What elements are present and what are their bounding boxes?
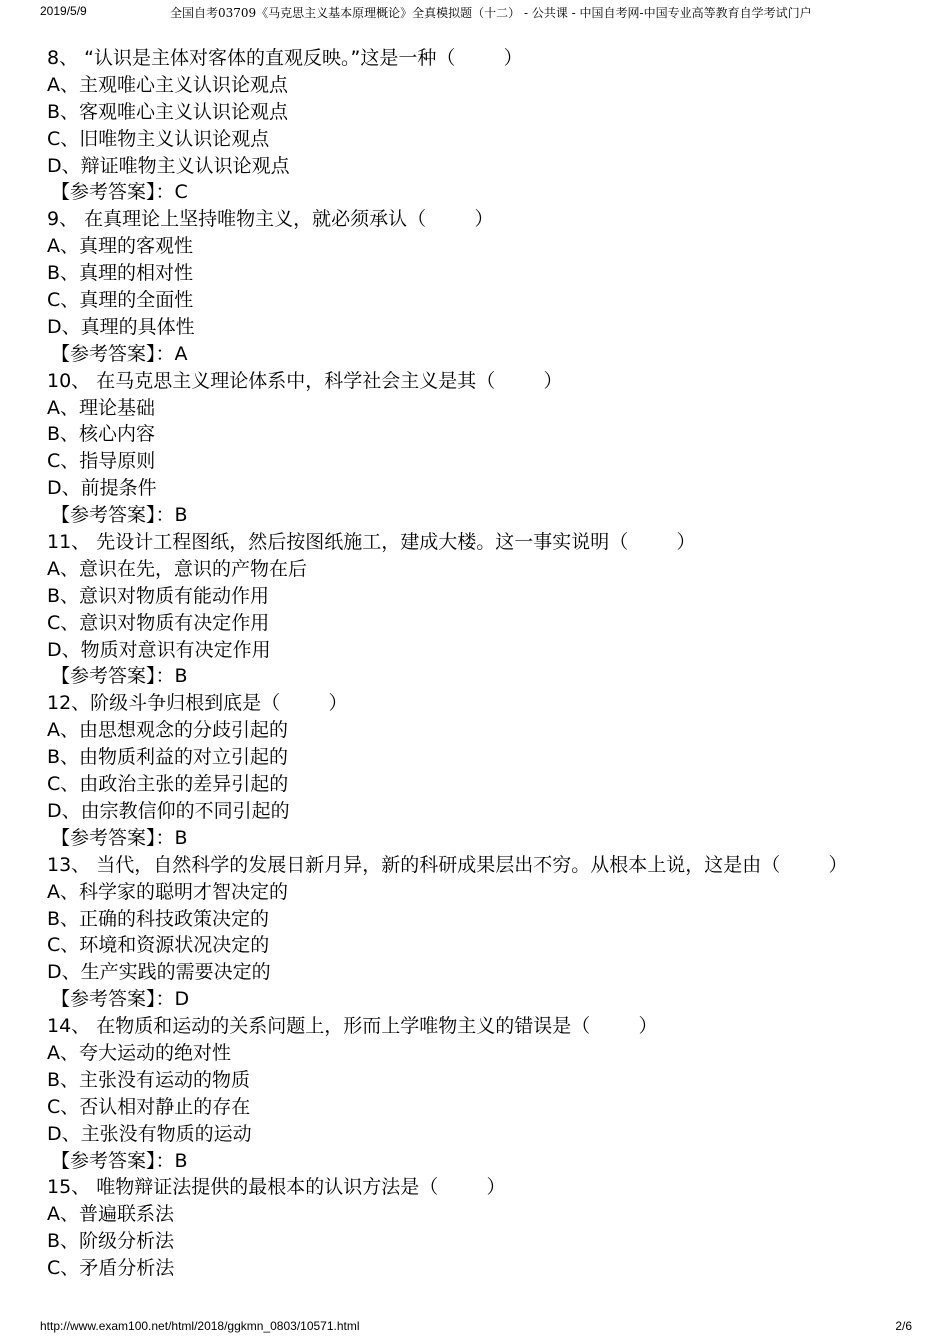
question-stem: 9、 在真理论上坚持唯物主义，就必须承认（ ） — [47, 208, 494, 231]
option-d: D、主张没有物质的运动 — [47, 1122, 252, 1145]
option-d: D、前提条件 — [47, 477, 157, 500]
option-a: A、科学家的聪明才智决定的 — [47, 880, 288, 903]
option-b: B、正确的科技政策决定的 — [47, 907, 270, 930]
option-b: B、客观唯心主义认识论观点 — [47, 100, 289, 123]
option-a: A、夸大运动的绝对性 — [47, 1041, 231, 1064]
option-a: A、意识在先，意识的产物在后 — [47, 557, 307, 580]
option-a: A、主观唯心主义认识论观点 — [47, 73, 288, 96]
option-d: D、辩证唯物主义认识论观点 — [47, 154, 290, 177]
reference-answer: 【参考答案】：C — [51, 181, 188, 204]
question-stem: 11、 先设计工程图纸，然后按图纸施工，建成大楼。这一事实说明（ ） — [47, 531, 696, 554]
question-stem: 13、 当代，自然科学的发展日新月异，新的科研成果层出不穷。从根本上说，这是由（ ） — [47, 853, 848, 876]
option-c: C、意识对物质有决定作用 — [47, 611, 270, 634]
question-stem: 15、 唯物辩证法提供的最根本的认识方法是（ ） — [47, 1176, 506, 1199]
option-b: B、真理的相对性 — [47, 262, 194, 285]
question-stem: 8、 “认识是主体对客体的直观反映。”这是一种（ ） — [47, 47, 523, 69]
option-c: C、旧唯物主义认识论观点 — [47, 127, 270, 150]
option-d: D、由宗教信仰的不同引起的 — [47, 799, 290, 822]
question-stem: 12、阶级斗争归根到底是（ ） — [47, 692, 348, 715]
option-b: B、意识对物质有能动作用 — [47, 584, 270, 607]
option-c: C、否认相对静止的存在 — [47, 1095, 251, 1118]
option-a: A、普遍联系法 — [47, 1203, 174, 1226]
option-b: B、主张没有运动的物质 — [47, 1068, 251, 1091]
option-c: C、真理的全面性 — [47, 289, 194, 312]
reference-answer: 【参考答案】：D — [51, 988, 190, 1011]
option-d: D、生产实践的需要决定的 — [47, 961, 271, 984]
option-c: C、由政治主张的差异引起的 — [47, 773, 289, 796]
option-b: B、核心内容 — [47, 423, 156, 446]
reference-answer: 【参考答案】：B — [51, 826, 188, 849]
option-a: A、真理的客观性 — [47, 235, 193, 258]
question-stem: 10、 在马克思主义理论体系中，科学社会主义是其（ ） — [47, 369, 563, 392]
option-c: C、矛盾分析法 — [47, 1257, 175, 1280]
reference-answer: 【参考答案】：A — [51, 342, 188, 365]
option-b: B、阶级分析法 — [47, 1230, 175, 1253]
option-a: A、由思想观念的分歧引起的 — [47, 719, 288, 742]
reference-answer: 【参考答案】：B — [51, 504, 188, 527]
question-stem: 14、 在物质和运动的关系问题上，形而上学唯物主义的错误是（ ） — [47, 1015, 658, 1038]
question-list — [47, 45, 927, 1282]
option-d: D、物质对意识有决定作用 — [47, 638, 271, 661]
option-c: C、环境和资源状况决定的 — [47, 934, 270, 957]
page-number: 2/6 — [895, 1319, 912, 1333]
reference-answer: 【参考答案】：B — [51, 1149, 188, 1172]
option-b: B、由物质利益的对立引起的 — [47, 746, 289, 769]
page-url[interactable]: http://www.exam100.net/html/2018/ggkmn_0803/10571.html — [40, 1319, 360, 1333]
print-date: 2019/5/9 — [40, 4, 87, 18]
option-d: D、真理的具体性 — [47, 315, 195, 338]
page-title: 全国自考03709《马克思主义基本原理概论》全真模拟题（十二） - 公共课 - 中国自考网-中国专业高等教育自学考试门户 — [170, 6, 812, 20]
option-a: A、理论基础 — [47, 396, 155, 419]
option-c: C、指导原则 — [47, 450, 156, 473]
reference-answer: 【参考答案】：B — [51, 665, 188, 688]
